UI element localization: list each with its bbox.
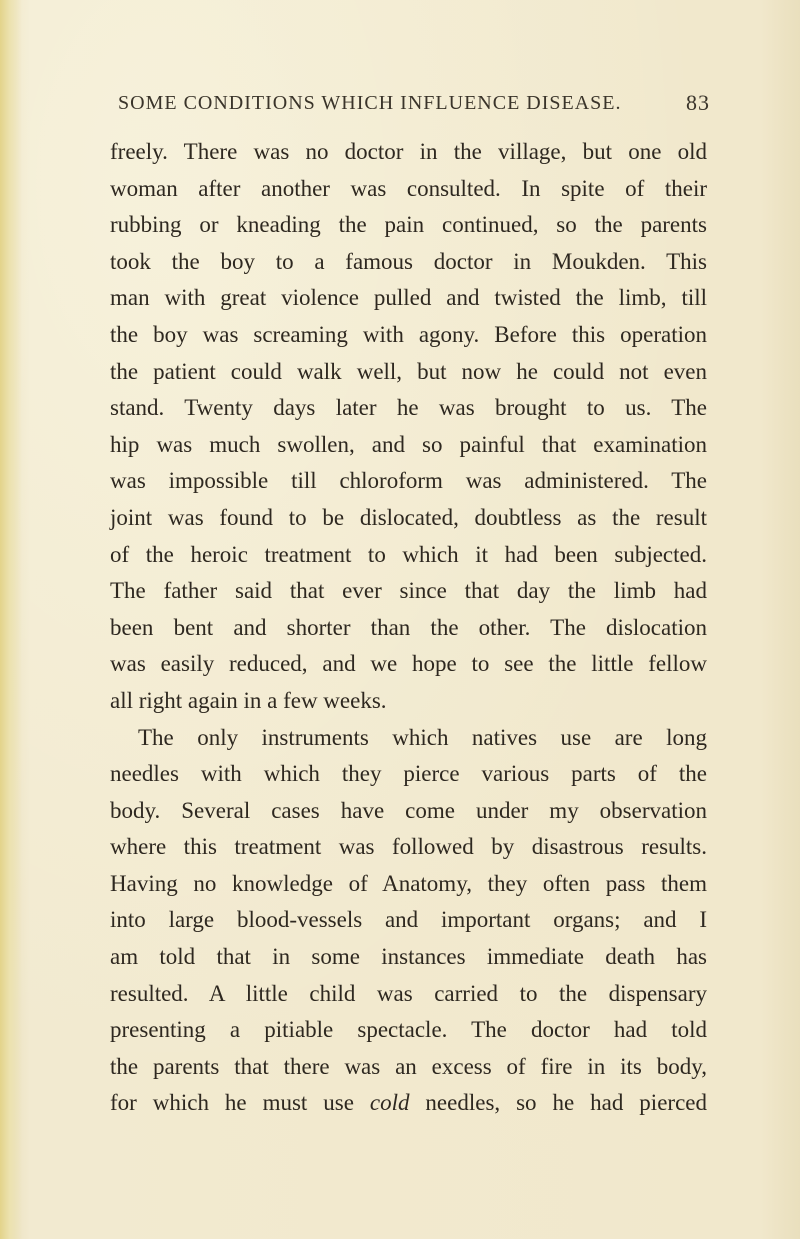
final-line-after: needles, so he had pierced — [409, 1090, 707, 1116]
text-line: man with great violence pulled and twisted the limb, till — [110, 285, 707, 311]
text-line: The father said that ever since that day the limb had — [110, 578, 707, 604]
text-line: the parents that there was an excess of fire in its body, — [110, 1053, 707, 1079]
paragraph-start-line: The only instruments which natives use are long — [138, 724, 707, 750]
final-line-before: for which he must use — [110, 1090, 370, 1116]
text-line: stand. Twenty days later he was brought to us. The — [110, 395, 707, 421]
page-number: 83 — [686, 90, 710, 115]
final-text-line — [110, 1085, 707, 1122]
text-line: was impossible till chloroform was administered. The — [110, 468, 707, 494]
text-line: am told that in some instances immediate death has — [110, 944, 707, 970]
text-line: resulted. A little child was carried to the dispensary — [110, 980, 707, 1006]
text-line: joint was found to be dislocated, doubtless as the result — [110, 504, 707, 530]
text-line: took the boy to a famous doctor in Moukden. This — [110, 248, 707, 274]
body-text — [110, 134, 707, 1122]
text-line: was easily reduced, and we hope to see the little fellow — [110, 651, 707, 677]
text-line: woman after another was consulted. In spite of their — [110, 175, 707, 201]
text-line: where this treatment was followed by disastrous results. — [110, 834, 707, 860]
text-line: Having no knowledge of Anatomy, they often pass them — [110, 870, 707, 896]
text-line: hip was much swollen, and so painful that examination — [110, 431, 707, 457]
page-edge-tint — [0, 0, 22, 1239]
italic-word: cold — [369, 1090, 410, 1116]
text-line: freely. There was no doctor in the village, but one old — [110, 139, 707, 164]
running-head — [118, 88, 710, 118]
text-line: body. Several cases have come under my observation — [110, 797, 707, 823]
text-line: the boy was screaming with agony. Before this operation — [110, 321, 707, 347]
text-line: rubbing or kneading the pain continued, so the parents — [110, 212, 707, 238]
text-line: needles with which they pierce various parts of the — [110, 761, 707, 787]
running-title: SOME CONDITIONS WHICH INFLUENCE DISEASE. — [118, 92, 622, 114]
paragraph-end-line: all right again in a few weeks. — [110, 687, 387, 713]
text-line: presenting a pitiable spectacle. The doctor had told — [110, 1017, 707, 1043]
text-line: been bent and shorter than the other. The dislocation — [110, 614, 707, 640]
text-line: the patient could walk well, but now he could not even — [110, 358, 707, 384]
text-line: into large blood-vessels and important organs; and I — [110, 907, 707, 933]
text-line: of the heroic treatment to which it had been subjected. — [110, 541, 707, 567]
